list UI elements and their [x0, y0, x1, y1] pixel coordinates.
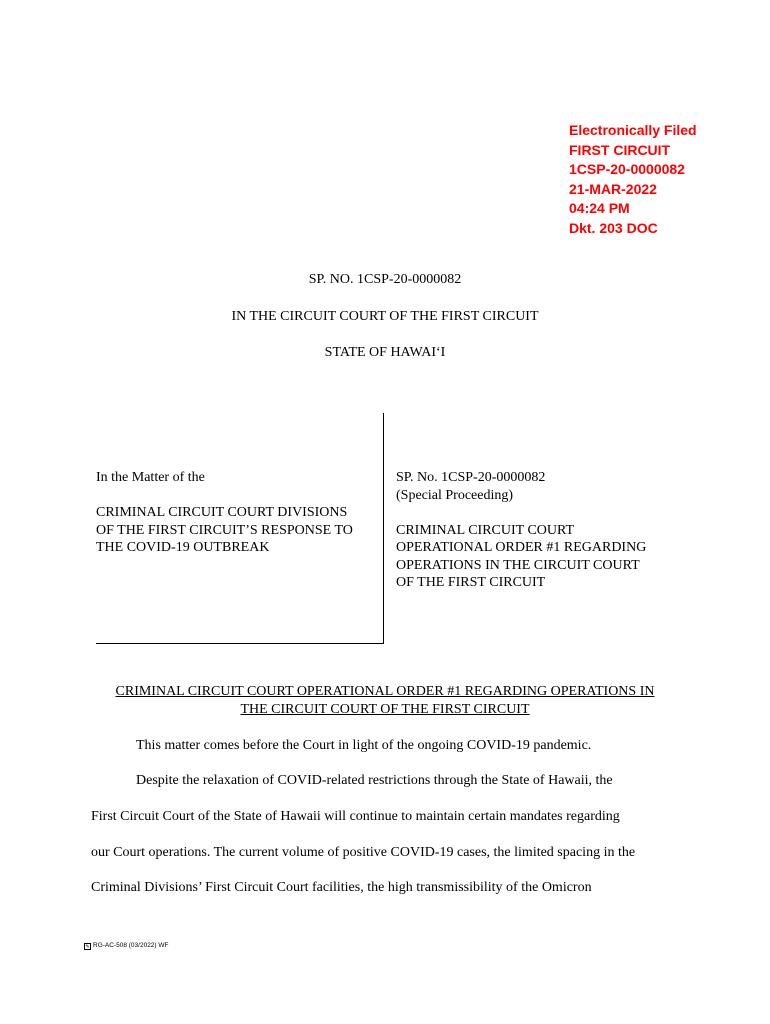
caption-right-line: OPERATIONAL ORDER #1 REGARDING	[396, 540, 647, 555]
caption-proceeding-type: (Special Proceeding)	[396, 487, 514, 503]
body-text-line: Criminal Divisions’ First Circuit Court facilities, the high transmissibility of the Omicron	[91, 880, 592, 895]
stamp-line-case-number: 1CSP-20-0000082	[569, 161, 685, 178]
form-footer	[84, 942, 169, 950]
stamp-line-time: 04:24 PM	[569, 200, 630, 217]
form-code-icon: ✎	[85, 943, 90, 950]
caption-case-number: SP. No. 1CSP-20-0000082	[396, 470, 546, 485]
stamp-line-date: 21-MAR-2022	[569, 180, 657, 197]
state-heading: STATE OF HAWAIʻI	[324, 345, 446, 360]
body-text-line: First Circuit Court of the State of Hawaii will continue to maintain certain mandates regarding	[91, 809, 620, 824]
electronic-filing-stamp	[569, 121, 697, 239]
court-name-heading: IN THE CIRCUIT COURT OF THE FIRST CIRCUIT	[231, 309, 539, 324]
caption-right-line: OPERATIONS IN THE CIRCUIT COURT	[396, 557, 640, 573]
body-text-line: Despite the relaxation of COVID-related restrictions through the State of Hawaii, the	[136, 773, 613, 788]
caption-left-line: CRIMINAL CIRCUIT COURT DIVISIONS	[96, 505, 348, 520]
sp-number-heading: SP. NO. 1CSP-20-0000082	[308, 272, 462, 287]
stamp-line-filed: Electronically Filed	[569, 122, 697, 138]
caption-left-column	[96, 469, 381, 557]
order-title-line-2: THE CIRCUIT COURT OF THE FIRST CIRCUIT	[240, 702, 530, 717]
stamp-line-docket: Dkt. 203 DOC	[569, 219, 658, 236]
stamp-line-circuit: FIRST CIRCUIT	[569, 141, 671, 158]
form-code-text: RG-AC-508 (03/2022) WF	[93, 942, 169, 949]
caption-right-line: CRIMINAL CIRCUIT COURT	[396, 522, 575, 538]
caption-right-line: OF THE FIRST CIRCUIT	[396, 575, 546, 590]
caption-horizontal-divider	[96, 643, 384, 644]
body-text-line: This matter comes before the Court in light of the ongoing COVID-19 pandemic.	[136, 738, 592, 753]
order-title-line-1: CRIMINAL CIRCUIT COURT OPERATIONAL ORDER #1 REGARDING OPERATIONS IN	[115, 684, 655, 699]
body-text-line: our Court operations. The current volume of positive COVID-19 cases, the limited spacing in the	[91, 845, 636, 860]
caption-left-line: OF THE FIRST CIRCUIT’S RESPONSE TO	[96, 522, 353, 538]
caption-right-column	[396, 469, 696, 592]
caption-vertical-divider	[383, 413, 384, 644]
caption-left-line: THE COVID-19 OUTBREAK	[96, 540, 270, 555]
caption-matter-line: In the Matter of the	[96, 470, 205, 485]
